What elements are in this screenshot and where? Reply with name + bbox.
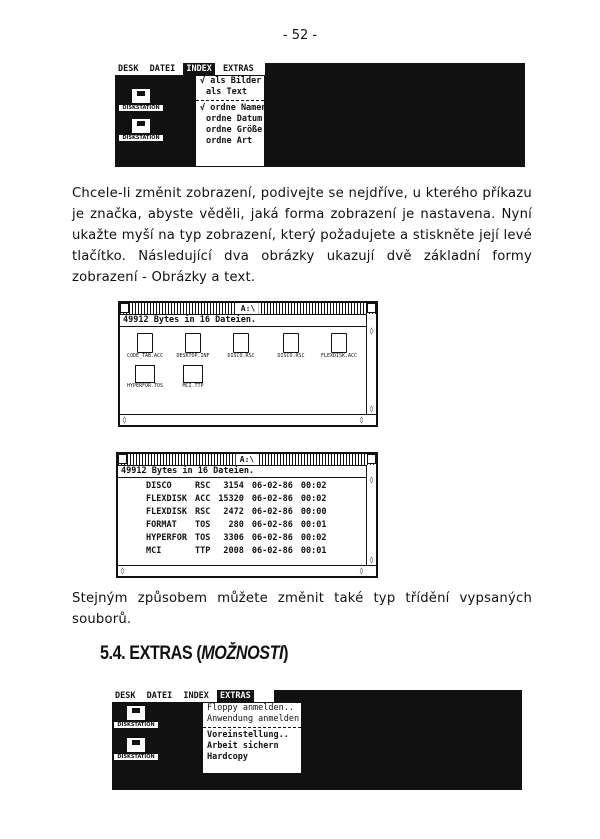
extras-dropdown — [202, 702, 302, 774]
program-icon — [135, 365, 155, 383]
file-list — [142, 480, 330, 558]
menu-item-anwendung-anmelden[interactable]: Anwendung anmelden — [207, 714, 300, 724]
window-title-bar[interactable] — [120, 303, 376, 315]
document-icon — [233, 333, 249, 353]
menu-item-als-text[interactable]: als Text — [206, 87, 247, 97]
vertical-scrollbar[interactable] — [366, 314, 376, 414]
window-info-line: 49912 Bytes in 16 Dateien. — [120, 315, 376, 327]
menu-item-als-bilder[interactable]: √ als Bilder — [200, 76, 262, 86]
menu-item-ordne-grosse[interactable]: ordne Größe — [206, 125, 263, 135]
close-box-icon[interactable] — [118, 454, 127, 464]
document-icon — [331, 333, 347, 353]
window-info-line: 49912 Bytes in 16 Dateien. — [118, 466, 376, 478]
disk-icon-b[interactable] — [114, 738, 158, 760]
menu-separator — [203, 727, 301, 728]
file-icon-item[interactable] — [168, 333, 218, 359]
index-menu-screenshot — [115, 63, 525, 167]
file-name: DISCO.RSC — [227, 353, 255, 359]
document-icon — [283, 333, 299, 353]
floppy-disk-icon — [132, 119, 150, 133]
floppy-disk-icon — [127, 738, 145, 752]
disk-label: DISKSTATION — [119, 135, 163, 141]
table-row[interactable]: FLEXDISK ACC 15320 06-02-86 00:02 — [146, 494, 327, 504]
page-number: - 52 - — [282, 28, 318, 43]
file-icon-item[interactable] — [216, 333, 266, 359]
heading-prefix: 5.4. EXTRAS ( — [100, 643, 202, 664]
file-name: DISCO.RSC — [277, 353, 305, 359]
menu-item-ordne-datum[interactable]: ordne Datum — [206, 114, 263, 124]
document-icon — [137, 333, 153, 353]
file-icon-item[interactable] — [314, 333, 364, 359]
file-name: DESKTOP.INF — [176, 353, 210, 359]
file-icon-item[interactable] — [168, 365, 218, 389]
menu-index[interactable]: INDEX — [183, 63, 215, 75]
scroll-up-icon[interactable]: ◊ — [369, 476, 374, 484]
menu-index[interactable]: INDEX — [183, 691, 209, 701]
file-icon-item[interactable] — [120, 333, 170, 359]
horizontal-scrollbar[interactable] — [120, 414, 376, 425]
extras-menu-screenshot — [112, 690, 522, 790]
file-name: MCI.TTP — [182, 383, 204, 389]
scroll-left-icon[interactable]: ◊ — [120, 567, 125, 575]
menu-item-arbeit-sichern[interactable]: Arbeit sichern — [207, 741, 279, 751]
disk-icon-b[interactable] — [119, 119, 163, 141]
section-heading — [100, 643, 288, 665]
table-row[interactable]: DISCO RSC 3154 06-02-86 00:02 — [146, 481, 327, 491]
menu-datei[interactable]: DATEI — [146, 691, 173, 701]
scroll-left-icon[interactable]: ◊ — [122, 416, 127, 424]
file-icon-item[interactable] — [120, 365, 170, 389]
document-icon — [185, 333, 201, 353]
menu-item-floppy-anmelden[interactable]: Floppy anmelden.. — [207, 703, 294, 713]
file-name: FLEXDISK.ACC — [320, 353, 358, 359]
scroll-down-icon[interactable]: ◊ — [369, 405, 374, 413]
file-name: CODE_TAB.ACC — [126, 353, 164, 359]
menu-desk[interactable]: DESK — [118, 64, 139, 74]
program-icon — [183, 365, 203, 383]
window-path: A:\ — [237, 303, 259, 314]
menu-extras[interactable]: EXTRAS — [217, 690, 254, 702]
menu-item-hardcopy[interactable]: Hardcopy — [207, 752, 248, 762]
menu-item-voreinstellung[interactable]: Voreinstellung.. — [207, 730, 289, 740]
menu-item-ordne-art[interactable]: ordne Art — [206, 136, 253, 146]
horizontal-scrollbar[interactable] — [118, 565, 376, 576]
file-icon-item[interactable] — [266, 333, 316, 359]
window-text-view — [116, 452, 378, 578]
floppy-disk-icon — [132, 89, 150, 103]
menu-desk[interactable]: DESK — [115, 691, 136, 701]
window-path: A:\ — [236, 454, 258, 465]
index-dropdown — [195, 75, 265, 167]
disk-icon-a[interactable] — [119, 89, 163, 111]
file-name: HYPERFOR.TOS — [126, 383, 164, 389]
paragraph-view-forms: Chcele-li změnit zobrazení, podivejte se nejdříve, u kterého příkazu je značka, abyste věděli, jaká forma zobrazení je nastavena. Nyní ukažte myší na typ zobrazení, který požadujete a stiskněte její levé tlačítko. Následující dva obrázky ukazují dvě základní formy zobrazení - Obrázky a text. — [72, 186, 532, 285]
disk-icon-a[interactable] — [114, 706, 158, 728]
paragraph-sort-type: Stejným způsobem můžete změnit také typ třídění vypsaných souborů. — [72, 591, 532, 627]
disk-label: DISKSTATION — [119, 105, 163, 111]
table-row[interactable]: FLEXDISK RSC 2472 06-02-86 00:00 — [146, 507, 327, 517]
heading-suffix: ) — [283, 643, 289, 664]
disk-label: DISKSTATION — [114, 754, 158, 760]
menu-datei[interactable]: DATEI — [149, 64, 176, 74]
vertical-scrollbar[interactable] — [366, 465, 376, 565]
scroll-up-icon[interactable]: ◊ — [369, 327, 374, 335]
scroll-right-icon[interactable]: ◊ — [359, 416, 364, 424]
menu-extras[interactable]: EXTRAS — [223, 64, 254, 74]
menu-item-ordne-namen[interactable]: √ ordne Namen — [200, 103, 267, 113]
menu-separator — [196, 100, 264, 101]
full-box-icon[interactable] — [367, 303, 376, 313]
close-box-icon[interactable] — [120, 303, 129, 313]
heading-italic: MOŽNOSTI — [201, 643, 284, 664]
floppy-disk-icon — [127, 706, 145, 720]
table-row[interactable]: HYPERFOR TOS 3306 06-02-86 00:02 — [146, 533, 327, 543]
window-title-bar[interactable] — [118, 454, 376, 466]
disk-label: DISKSTATION — [114, 722, 158, 728]
window-icon-view — [118, 301, 378, 427]
full-box-icon[interactable] — [367, 454, 376, 464]
scroll-right-icon[interactable]: ◊ — [359, 567, 364, 575]
table-row[interactable]: FORMAT TOS 280 06-02-86 00:01 — [146, 520, 327, 530]
scroll-down-icon[interactable]: ◊ — [369, 556, 374, 564]
table-row[interactable]: MCI TTP 2008 06-02-86 00:01 — [146, 546, 327, 556]
